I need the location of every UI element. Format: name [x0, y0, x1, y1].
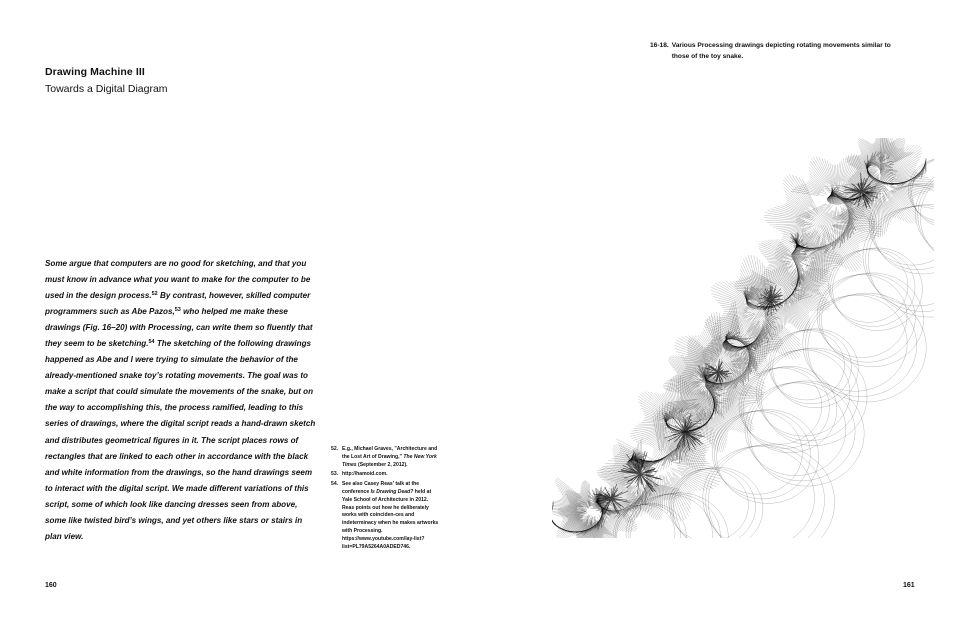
footnote-text: See also Casey Reas' talk at the conference Is Drawing Dead? held at Yale School of Architecture in 2012. Reas points out how he deliberately works with coinciden-ces and indeterminacy when he makes artworks with Processing. https://www.youtube.com/lay-list?list=PL79A5264A0ADED746. — [342, 480, 439, 551]
page-number-right: 161 — [903, 582, 915, 589]
footnote — [331, 481, 441, 552]
footnote-ref[interactable]: 52 — [151, 291, 158, 298]
right-page — [480, 0, 960, 617]
drawing-fan-strokes — [552, 138, 934, 538]
dense-ribbon — [552, 152, 926, 536]
body-paragraph — [45, 256, 320, 545]
dark-hubs — [593, 173, 878, 515]
caption-number: 16-18. — [650, 42, 669, 49]
body-sentence: who helped me make these drawings (Fig. 16–20) with Processing, can write them so fluently that they seem to be sketching. — [45, 307, 313, 349]
processing-drawing — [552, 138, 934, 538]
footnote-number: 52. — [331, 446, 339, 452]
body-sentence: The sketching of the following drawings happened as Abe and I were trying to simulate the behavior of the already-mentioned snake toy’s rotating movements. The goal was to make a script that could simulate the movements of the snake, but on the way to accomplishing this, the process ramified, leading to this series of drawings, where the digital script reads a hand-drawn sketch and distributes geometrical figures in it. The script places rows of rectangles that are linked to each other in accordance with the black and white information from the drawings, so the hand drawings seem to interact with the digital script. We made different variations of this script, some of which look like dancing dresses seen from above, some like twisted bird’s wings, and yet others like stars or stairs in plan view. — [45, 339, 316, 541]
footnote-number: 54. — [331, 480, 339, 487]
page-number-left: 160 — [45, 582, 57, 589]
chapter-title: Drawing Machine III — [45, 66, 145, 78]
footnotes-list — [331, 446, 441, 554]
footnote-number: 53. — [331, 471, 339, 478]
fan-spokes — [552, 138, 934, 538]
figure-caption — [650, 40, 910, 63]
processing-drawing-svg — [552, 138, 934, 538]
footnote-text: E.g., Michael Graves, "Architecture and the Lost Art of Drawing," The New York Times (September 2, 2012). — [342, 446, 438, 468]
footnote-ref[interactable]: 54 — [148, 339, 155, 346]
caption-text: Various Processing drawings depicting rotating movements similar to those of the toy snake. — [671, 42, 891, 61]
footnote-text[interactable]: http://hamoid.com. — [342, 471, 388, 478]
drawing-dense-cores — [552, 152, 926, 536]
footnote-ref[interactable]: 53 — [174, 307, 181, 314]
footnote — [331, 471, 441, 479]
body-sentence: Some argue that computers are no good for sketching, and that you must know in advance what you want to make for the computer to be used in the design process. — [45, 259, 311, 301]
footnote — [331, 446, 441, 470]
chapter-subtitle: Towards a Digital Diagram — [45, 83, 168, 95]
body-sentence: By contrast, however, skilled computer programmers such as Abe Pazos, — [45, 291, 311, 317]
